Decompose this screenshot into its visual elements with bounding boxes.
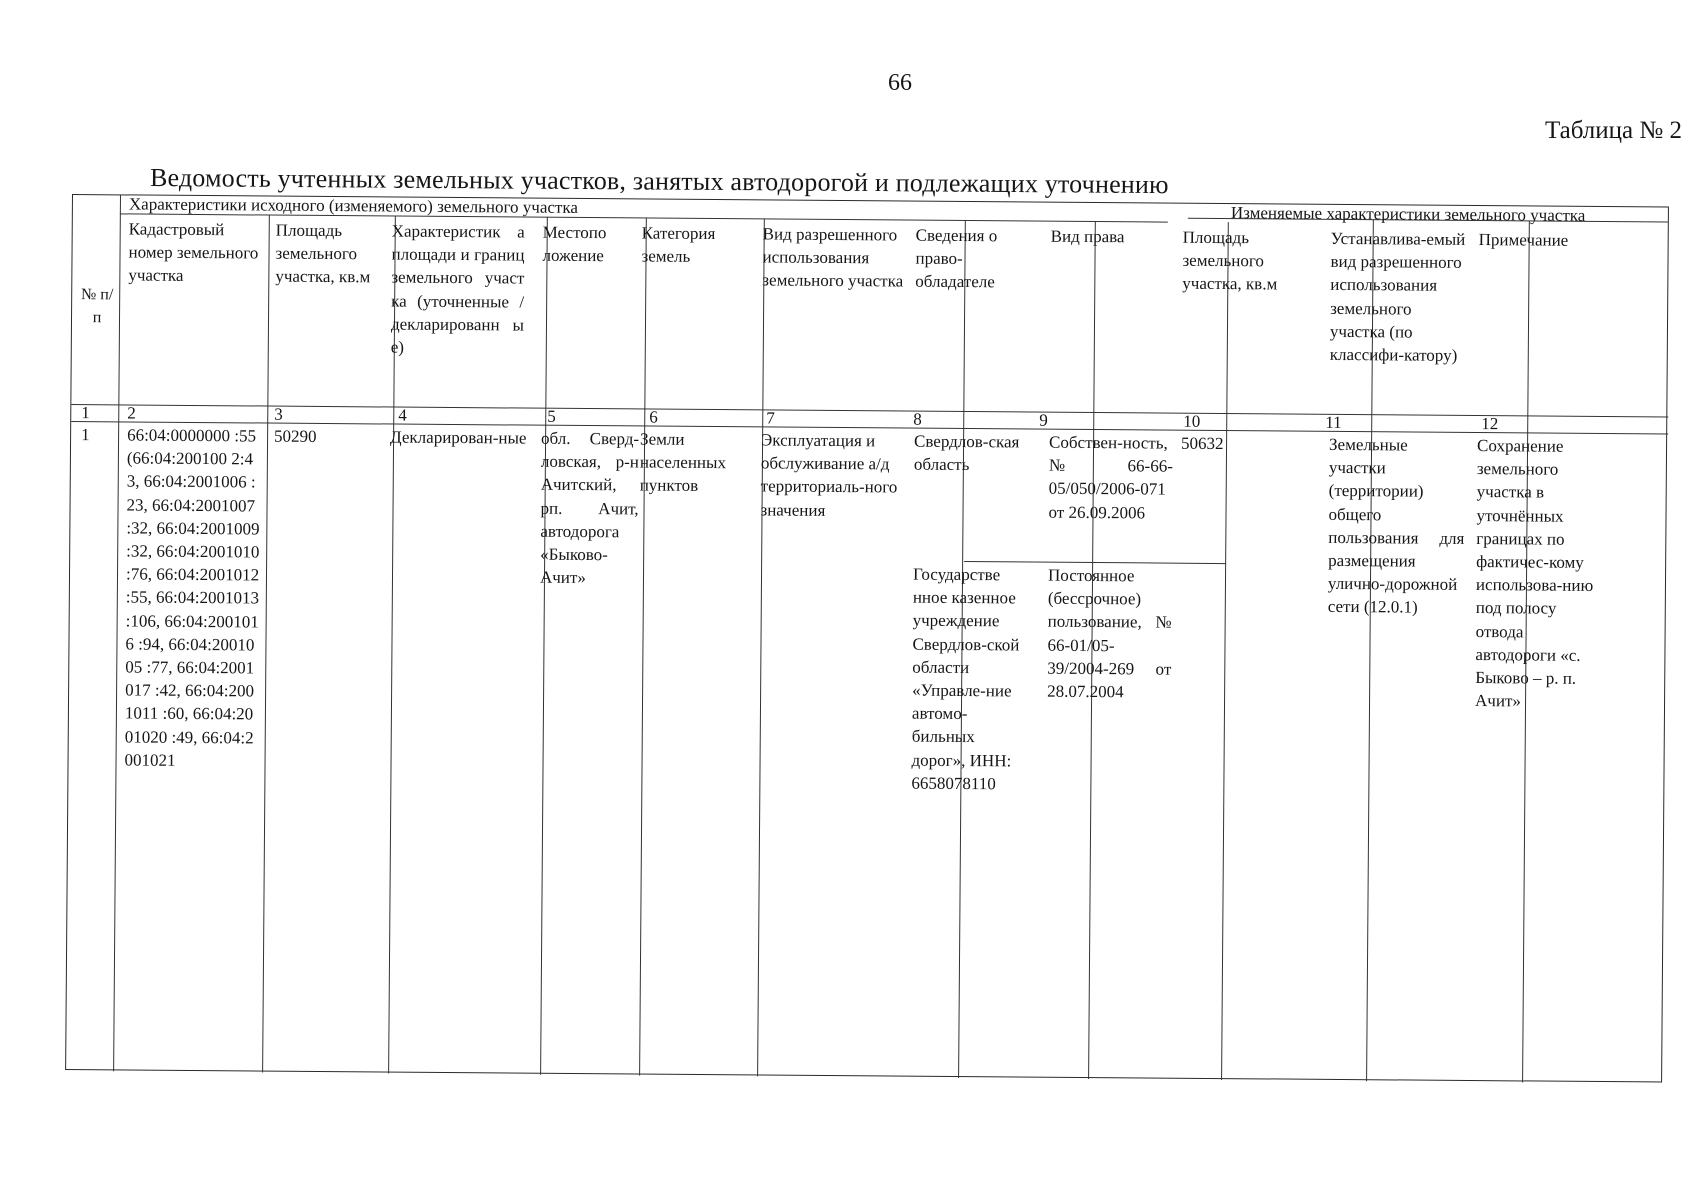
holder-name: Свердлов-ская область xyxy=(913,431,1020,475)
column-number: 2 xyxy=(127,403,136,423)
row-number: 1 xyxy=(81,425,90,445)
header-area-char: Характеристик а площади и границ земельного участка (уточненные / декларированн ые) xyxy=(390,221,525,357)
cadastral-number: 66:04:0000000 :55 (66:04:200100 2:43, 66:04:2001006 :23, 66:04:2001007 :32, 66:04:2001009 :32, 66:04:2001010 :76, 66:04:2001012 :55, 66:04:2001013 :106, 66:04:2001016 :94, 66:04:2001005 :77, 66:04:2001017 :42, 66:04:2001011 :60, 66:04:2001020 :49, 66:04:2001021 xyxy=(124,425,260,770)
column-number: 9 xyxy=(1039,410,1048,430)
document-title: Ведомость учтенных земельных участков, занятых автодорогой и подлежащих уточнению xyxy=(149,163,1169,200)
new-permitted-use: Земельные участки (территории) общего пользования для размещения улично-дорожной сети (12.0.1) xyxy=(1327,434,1465,618)
header-no: № п/п xyxy=(81,286,114,327)
permitted-use: Эксплуатация и обслуживание а/д территориаль-ного значения xyxy=(760,430,898,520)
changed-characteristics-header: Изменяемые характеристики земельного участка xyxy=(1230,203,1586,225)
holder-name: Государстве нное казенное учреждение Свердлов-ской области «Управле-ние автомо-бильных дорог», ИНН: 6658078110 xyxy=(911,564,1020,794)
header-permitted-use: Вид разрешенного использования земельного участка xyxy=(762,224,904,291)
land-category: Земли населенных пунктов xyxy=(639,429,727,496)
area-characteristic: Декларирован-ные xyxy=(390,427,527,448)
column-number: 4 xyxy=(398,405,407,425)
column-number: 1 xyxy=(81,403,90,423)
header-area: Площадь земельного участка, кв.м xyxy=(275,220,371,287)
right-type: Собствен-ность, № 66-66-05/050/2006-071 от 26.09.2006 xyxy=(1048,432,1173,523)
header-category: Категория земель xyxy=(641,223,716,267)
header-holder: Сведения о право-обладателе xyxy=(915,225,998,292)
column-number: 3 xyxy=(274,404,283,424)
new-plot-area: 50632 xyxy=(1181,433,1224,454)
source-characteristics-header: Характеристики исходного (изменяемого) земельного участка xyxy=(128,194,579,217)
note: Сохранение земельного участка в уточнённых границах по фактичес-кому использова-нию под полосу отвода автодороги «с. Быково – р. п. Ачит» xyxy=(1474,436,1594,711)
column-number: 5 xyxy=(547,406,556,426)
page-number: 66 xyxy=(888,70,912,96)
header-right-type: Вид права xyxy=(1050,226,1125,247)
header-location: Местопо ложение xyxy=(542,222,607,266)
column-number: 8 xyxy=(913,409,922,429)
column-number: 10 xyxy=(1183,411,1201,431)
header-note: Примечание xyxy=(1478,230,1569,250)
header-new-use: Устанавлива-емый вид разрешенного использования земельного участка (по классифи-катору) xyxy=(1329,228,1466,365)
column-number: 12 xyxy=(1481,414,1499,434)
header-new-area: Площадь земельного участка, кв.м xyxy=(1182,227,1278,294)
plot-area: 50290 xyxy=(274,426,317,446)
header-cadastral: Кадастровый номер земельного участка xyxy=(128,219,259,286)
plot-location: обл. Сверд-ловская, р-н Ачитский, рп. Ачит, автодорога «Быково-Ачит» xyxy=(539,428,640,588)
column-number: 7 xyxy=(766,408,775,428)
table-label: Таблица № 2 xyxy=(1544,117,1682,144)
right-type: Постоянное (бессрочное) пользование, № 66-01/05-39/2004-269 от 28.07.2004 xyxy=(1047,565,1172,702)
column-number: 6 xyxy=(649,407,658,427)
land-plots-table xyxy=(65,194,1669,1083)
column-number: 11 xyxy=(1325,412,1342,432)
